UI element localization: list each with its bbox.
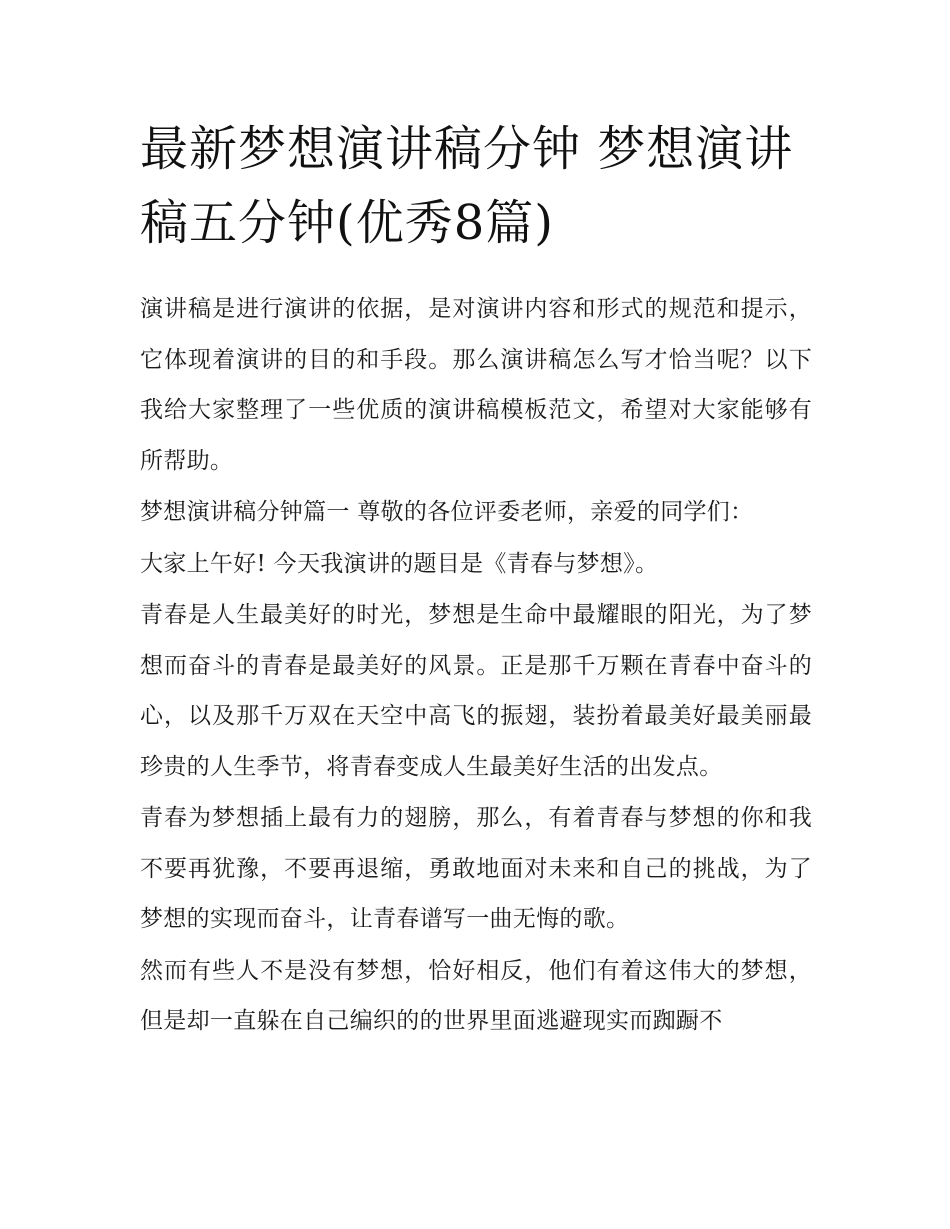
paragraph-hesitation: 然而有些人不是没有梦想，恰好相反，他们有着这伟大的梦想，但是却一直躲在自己编织的的世界里面逃避现实而踟蹰不	[140, 957, 812, 1034]
paragraph-greeting: 大家上午好! 今天我演讲的题目是《青春与梦想》。	[140, 550, 659, 577]
document-title: 最新梦想演讲稿分钟 梦想演讲稿五分钟(优秀8篇)	[140, 121, 794, 251]
paragraph-wings: 青春为梦想插上最有力的翅膀，那么，有着青春与梦想的你和我不要再犹豫，不要再退缩，勇敢地面对未来和自己的挑战，为了梦想的实现而奋斗，让青春谱写一曲无悔的歌。	[140, 805, 812, 932]
document-body	[140, 112, 812, 1048]
paragraph-speech-heading: 梦想演讲稿分钟篇一 尊敬的各位评委老师，亲爱的同学们：	[140, 499, 754, 525]
paragraph-youth: 青春是人生最美好的时光，梦想是生命中最耀眼的阳光，为了梦想而奋斗的青春是最美好的风景。正是那千万颗在青春中奋斗的心，以及那千万双在天空中高飞的振翅，装扮着最美好最美丽最珍贵的人生季节，将青春变成人生最美好生活的出发点。	[140, 602, 812, 780]
paragraph-intro: 演讲稿是进行演讲的依据，是对演讲内容和形式的规范和提示，它体现着演讲的目的和手段。那么演讲稿怎么写才恰当呢？以下我给大家整理了一些优质的演讲稿模板范文，希望对大家能够有所帮助。	[140, 296, 812, 474]
